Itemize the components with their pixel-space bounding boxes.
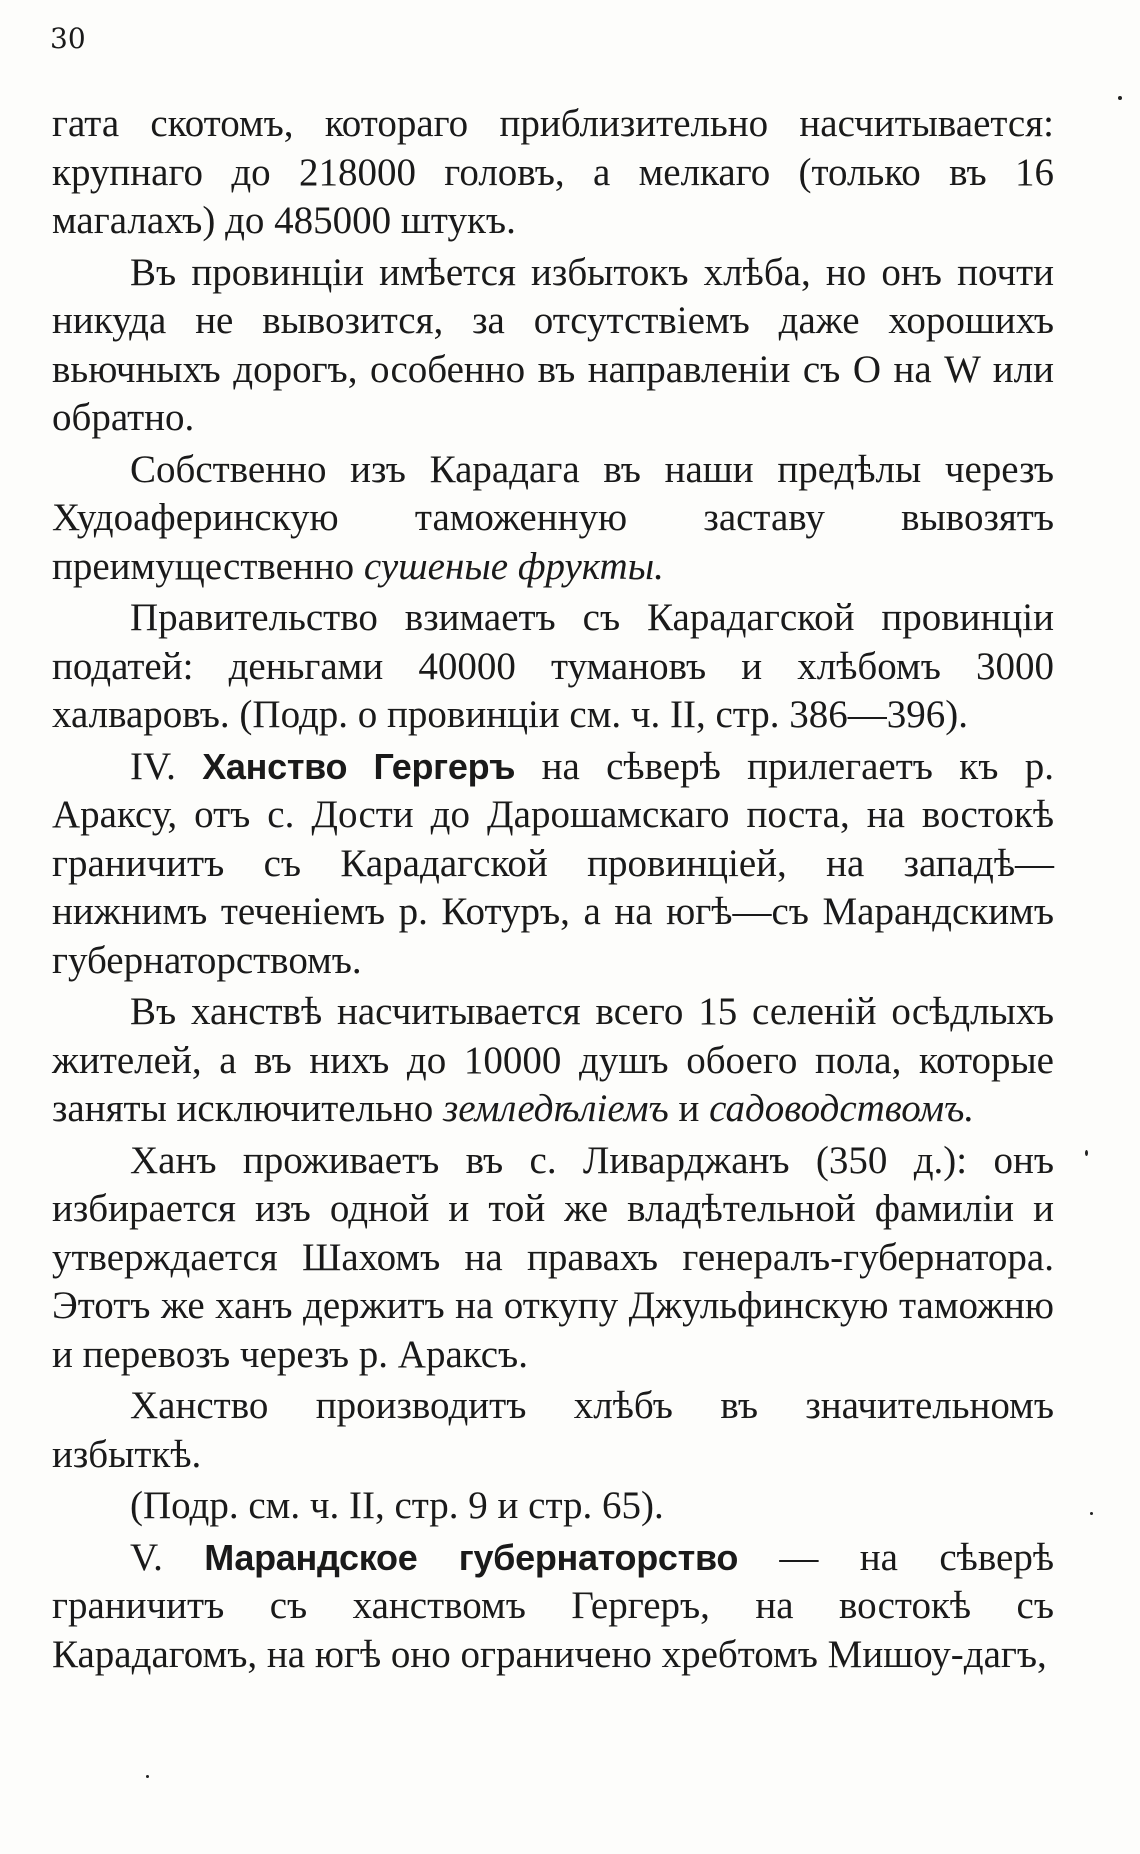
scan-speck [1090, 1512, 1093, 1515]
paragraph-4-text: Правительство взимаетъ съ Карадагской провинціи податей: деньгами 40000 тумановъ и хлѣбомъ 3000 халваровъ. (Подр. о провинціи см. ч. II, стр. 386—396). [52, 596, 1054, 736]
paragraph-5-text: на сѣверѣ прилегаетъ къ р. Араксу, отъ с. Дости до Дарошамскаго поста, на востокѣ граничитъ съ Карадагской провинціей, на западѣ—нижнимъ теченіемъ р. Котуръ, а на югѣ—съ Марандскимъ губернаторствомъ. [52, 744, 1054, 982]
paragraph-9-text: (Подр. см. ч. II, стр. 9 и стр. 65). [130, 1484, 664, 1527]
paragraph-6-text: Въ ханствѣ насчитывается всего 15 селеній осѣдлыхъ жителей, а въ нихъ до 10000 душъ обоего пола, которые заняты исключительно [52, 990, 1054, 1130]
italic-horticulture: садоводствомъ. [709, 1087, 975, 1130]
paragraph-6 [52, 988, 1054, 1134]
paragraph-7-text: Ханъ проживаетъ въ с. Ливарджанъ (350 д.): онъ избирается изъ одной и той же владѣтельной фамиліи и утверждается Шахомъ на правахъ генералъ-губернатора. Этотъ же ханъ держитъ на откупу Джульфинскую таможню и перевозъ черезъ р. Араксъ. [52, 1138, 1054, 1376]
scan-speck [1118, 96, 1122, 100]
section-heading-gerger: Ханство Гергеръ [202, 745, 516, 787]
page-number: 30 [50, 22, 86, 55]
paragraph-1 [52, 100, 1054, 246]
paragraph-8-text: Ханство производитъ хлѣбъ въ значительномъ избыткѣ. [52, 1384, 1054, 1476]
section-numeral-iv: IV. [130, 744, 176, 788]
paragraph-8 [52, 1382, 1054, 1479]
paragraph-6-mid: и [668, 1087, 710, 1130]
paragraph-2 [52, 249, 1054, 443]
paragraph-3 [52, 446, 1054, 592]
body-text [52, 100, 1054, 1682]
paragraph-3-text: Собственно изъ Карадага въ наши предѣлы черезъ Худоаферинскую таможенную заставу вывозятъ преимущественно [52, 447, 1054, 588]
scan-speck [1085, 1150, 1088, 1156]
paragraph-5 [52, 743, 1054, 986]
paragraph-1-text: гата скотомъ, котораго приблизительно насчитывается: крупнаго до 218000 головъ, а мелкаго (только въ 16 магалахъ) до 485000 штукъ. [52, 102, 1054, 242]
paragraph-10 [52, 1534, 1054, 1680]
paragraph-4 [52, 594, 1054, 740]
paragraph-9 [52, 1482, 1054, 1531]
section-heading-marand: Марандское губернаторство [204, 1536, 739, 1578]
paragraph-2-text: Въ провинціи имѣется избытокъ хлѣба, но онъ почти никуда не вывозится, за отсутствіемъ даже хорошихъ вьючныхъ дорогъ, особенно въ направленіи съ O на W или обратно. [52, 250, 1054, 439]
section-numeral-v: V. [130, 1535, 163, 1579]
italic-agriculture: земледѣліемъ [442, 1087, 669, 1130]
paragraph-7 [52, 1137, 1054, 1380]
paragraph-10-text: — на сѣверѣ граничитъ съ ханствомъ Гергеръ, на востокѣ съ Карадагомъ, на югѣ оно ограничено хребтомъ Мишоу-дагъ, [52, 1535, 1054, 1676]
scan-speck [146, 1775, 149, 1778]
italic-dried-fruits: сушеные фрукты. [363, 544, 664, 588]
